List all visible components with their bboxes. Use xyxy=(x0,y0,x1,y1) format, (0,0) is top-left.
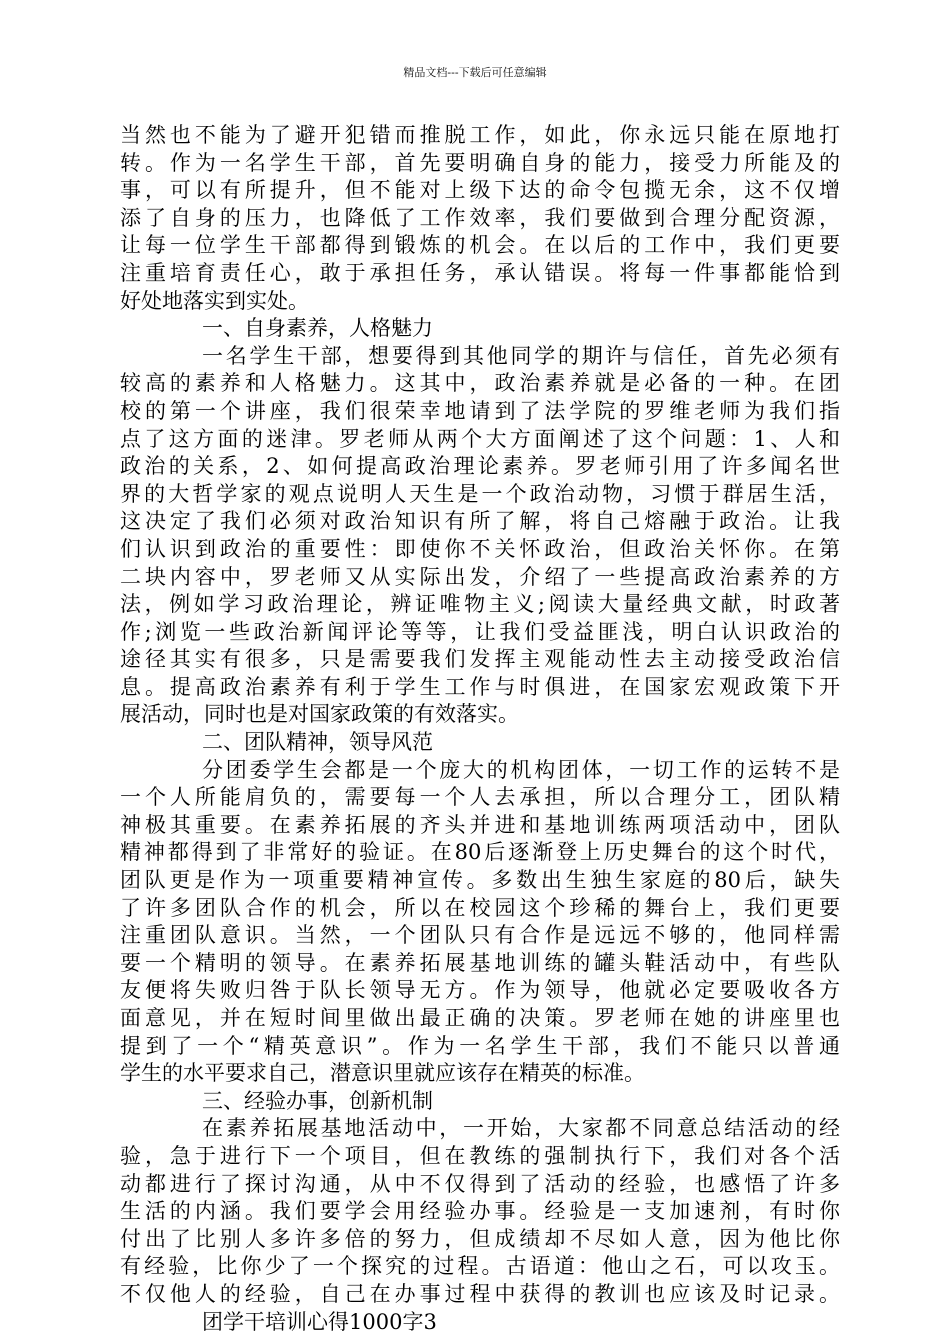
text-line: 动都进行了探讨沟通，从中不仅得到了活动的经验，也感悟了许多 xyxy=(120,1171,840,1196)
text-line: 点了这方面的迷津。罗老师从两个大方面阐述了这个问题：1、人和 xyxy=(120,426,840,451)
text-line: 息。提高政治素养有利于学生工作与时俱进，在国家宏观政策下开 xyxy=(120,674,840,699)
text-line: 添了自身的压力，也降低了工作效率，我们要做到合理分配资源， xyxy=(120,205,840,230)
text-line: 转。作为一名学生干部，首先要明确自身的能力，接受力所能及的 xyxy=(120,150,840,175)
section-heading: 团学干培训心得1000字3 xyxy=(202,1309,437,1334)
text-line: 法，例如学习政治理论，辨证唯物主义;阅读大量经典文献，时政著 xyxy=(120,592,840,617)
text-line: 途径其实有很多，只是需要我们发挥主观能动性去主动接受政治信 xyxy=(120,647,840,672)
text-line: 们认识到政治的重要性：即使你不关怀政治，但政治关怀你。在第 xyxy=(120,536,840,561)
text-line: 校的第一个讲座，我们很荣幸地请到了法学院的罗维老师为我们指 xyxy=(120,398,840,423)
text-line: 分团委学生会都是一个庞大的机构团体，一切工作的运转不是 xyxy=(202,757,840,782)
text-line: 作;浏览一些政治新闻评论等等，让我们受益匪浅，明白认识政治的 xyxy=(120,619,840,644)
text-line: 付出了比别人多许多倍的努力，但成绩却不尽如人意，因为他比你 xyxy=(120,1226,840,1251)
text-line: 好处地落实到实处。 xyxy=(120,288,309,313)
text-line: 学生的水平要求自己，潜意识里就应该存在精英的标准。 xyxy=(120,1061,645,1086)
document-body xyxy=(120,122,840,1336)
text-line: 精神都得到了非常好的验证。在80后逐渐登上历史舞台的这个时代， xyxy=(120,840,840,865)
text-line: 事，可以有所提升，但不能对上级下达的命令包揽无余，这不仅增 xyxy=(120,178,840,203)
text-line: 神极其重要。在素养拓展的齐头并进和基地训练两项活动中，团队 xyxy=(120,812,840,837)
text-line: 较高的素养和人格魅力。这其中，政治素养就是必备的一种。在团 xyxy=(120,371,840,396)
text-line: 展活动，同时也是对国家政策的有效落实。 xyxy=(120,702,519,727)
page-header: 精品文档---下载后可任意编辑 xyxy=(403,66,547,79)
section-heading: 三、经验办事，创新机制 xyxy=(202,1088,433,1113)
text-line: 一名学生干部，想要得到其他同学的期许与信任，首先必须有 xyxy=(202,343,840,368)
text-line: 这决定了我们必须对政治知识有所了解，将自己熔融于政治。让我 xyxy=(120,509,840,534)
text-line: 注重培育责任心，敢于承担任务，承认错误。将每一件事都能恰到 xyxy=(120,260,840,285)
text-line: 有经验，比你少了一个探究的过程。古语道：他山之石，可以攻玉。 xyxy=(120,1254,840,1279)
text-line: 要一个精明的领导。在素养拓展基地训练的罐头鞋活动中，有些队 xyxy=(120,950,840,975)
section-heading: 一、自身素养，人格魅力 xyxy=(202,316,433,341)
text-line: 当然也不能为了避开犯错而推脱工作，如此，你永远只能在原地打 xyxy=(120,123,840,147)
section-heading: 二、团队精神，领导风范 xyxy=(202,730,433,755)
text-line: 让每一位学生干部都得到锻炼的机会。在以后的工作中，我们更要 xyxy=(120,233,840,258)
text-line: 在素养拓展基地活动中，一开始，大家都不同意总结活动的经 xyxy=(202,1116,840,1141)
text-line: 不仅他人的经验，自己在办事过程中获得的教训也应该及时记录。 xyxy=(120,1281,840,1306)
text-line: 验，急于进行下一个项目，但在教练的强制执行下，我们对各个活 xyxy=(120,1143,840,1168)
text-line: 提到了一个“精英意识”。作为一名学生干部，我们不能只以普通 xyxy=(120,1033,840,1058)
text-line: 生活的内涵。我们要学会用经验办事。经验是一支加速剂，有时你 xyxy=(120,1199,840,1224)
text-line: 一个人所能肩负的，需要每一个人去承担，所以合理分工，团队精 xyxy=(120,785,840,810)
text-line: 了许多团队合作的机会，所以在校园这个珍稀的舞台上，我们更要 xyxy=(120,895,840,920)
text-line: 界的大哲学家的观点说明人天生是一个政治动物，习惯于群居生活， xyxy=(120,481,840,506)
text-line: 政治的关系，2、如何提高政治理论素养。罗老师引用了许多闻名世 xyxy=(120,454,840,479)
text-line: 二块内容中，罗老师又从实际出发，介绍了一些提高政治素养的方 xyxy=(120,564,840,589)
text-line: 团队更是作为一项重要精神宣传。多数出生独生家庭的80后，缺失 xyxy=(120,868,840,893)
text-line: 友便将失败归咎于队长领导无方。作为领导，他就必定要吸收各方 xyxy=(120,978,840,1003)
text-line: 面意见，并在短时间里做出最正确的决策。罗老师在她的讲座里也 xyxy=(120,1006,840,1030)
text-line: 注重团队意识。当然，一个团队只有合作是远远不够的，他同样需 xyxy=(120,923,840,948)
